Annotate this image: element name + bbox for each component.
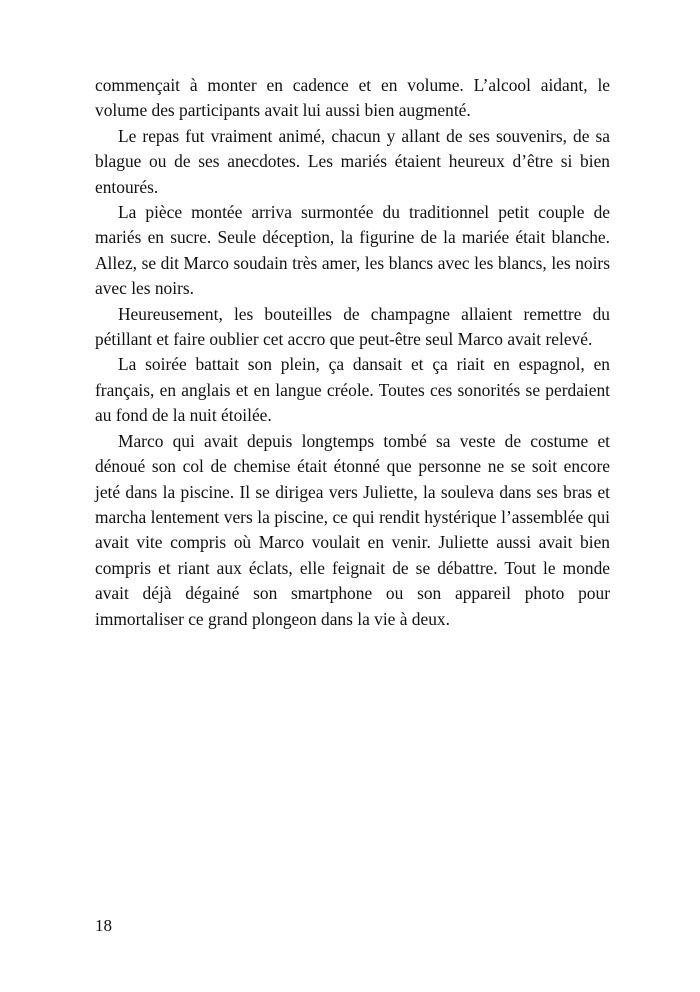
page-number: 18 — [95, 916, 112, 935]
paragraph-2: Le repas fut vraiment animé, chacun y allant de ses souvenirs, de sa blague ou de ses anecdotes. Les mariés étaient heureux d’être si bien entourés. — [95, 125, 610, 197]
paragraph-3: La pièce montée arriva surmontée du traditionnel petit couple de mariés en sucre. Seule déception, la figurine de la mariée était blanche. Allez, se dit Marco soudain très amer, les blancs avec les blancs, les noirs avec les noirs. — [95, 202, 610, 299]
paragraph-4: Heureusement, les bouteilles de champagne allaient remettre du pétillant et faire oublier cet accro que peut-être seul Marco avait relevé. — [95, 303, 610, 350]
paragraph-5: La soirée battait son plein, ça dansait et ça riait en espagnol, en français, en anglais et en langue créole. Toutes ces sonorités se perdaient au fond de la nuit étoilée. — [95, 354, 610, 426]
paragraph-6: Marco qui avait depuis longtemps tombé sa veste de costume et dénoué son col de chemise était étonné que personne ne se soit encore jeté dans la piscine. Il se dirigea vers Juliette, la souleva dans ses bras et marcha lentement vers la piscine, ce qui rendit hystérique l’assemblée qui avait vite compris où Marco voulait en venir. Juliette aussi avait bien compris et riant aux éclats, elle feignait de se débattre. Tout le monde avait déjà dégainé son smartphone ou son appareil photo pour immortaliser ce grand plongeon dans la vie à deux. — [95, 430, 610, 629]
paragraph-1: commençait à monter en cadence et en volume. L’alcool aidant, le volume des participants avait lui aussi bien augmenté. — [95, 75, 610, 121]
page-body — [95, 73, 610, 632]
